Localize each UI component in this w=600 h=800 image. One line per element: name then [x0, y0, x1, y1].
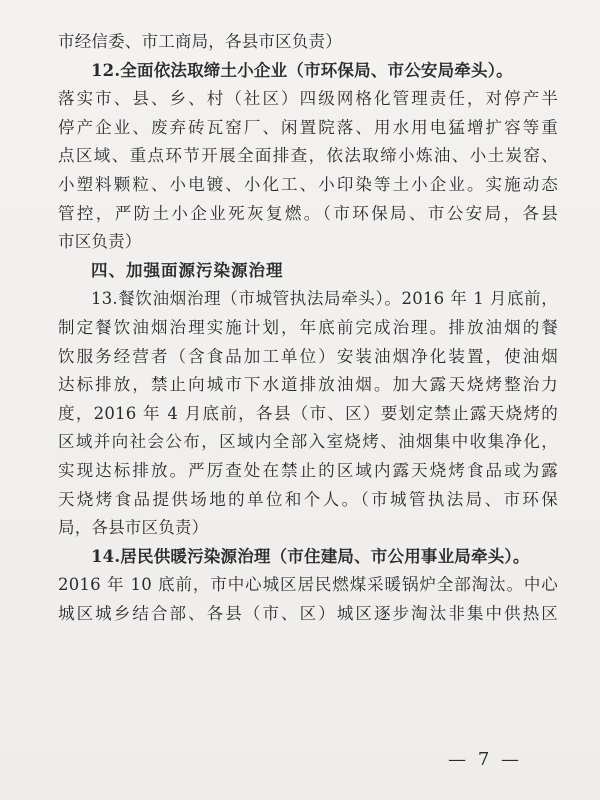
text-line: 城区城乡结合部、各县（市、区）城区逐步淘汰非集中供热区: [58, 603, 558, 623]
text-line: 饮服务经营者（含食品加工单位）安装油烟净化装置，使油烟: [58, 346, 558, 366]
text-line: 实现达标排放。严厉查处在禁止的区域内露天烧烤食品或为露: [58, 460, 558, 480]
text-line: 管控，严防土小企业死灰复燃。（市环保局、市公安局，各县: [58, 203, 558, 223]
text-line: 度，2016 年 4 月底前，各县（市、区）要划定禁止露天烧烤的: [58, 403, 558, 423]
document-body: [58, 28, 558, 628]
text-line: 市区负责）: [58, 232, 142, 252]
text-line: 市经信委、市工商局，各县市区负责）: [58, 32, 342, 51]
item-14-heading: 14.居民供暖污染源治理（市住建局、市公用事业局牵头）。: [91, 546, 530, 566]
text-line: 点区域、重点环节开展全面排查，依法取缔小炼油、小土炭窑、: [58, 146, 558, 166]
text-line: 小塑料颗粒、小电镀、小化工、小印染等土小企业。实施动态: [58, 174, 558, 194]
text-line: 天烧烤食品提供场地的单位和个人。（市城管执法局、市环保: [58, 489, 558, 509]
section-four-heading: 四、加强面源污染源治理: [91, 260, 284, 280]
item-12-heading: 12.全面依法取缔土小企业（市环保局、市公安局牵头）。: [91, 60, 513, 80]
page-number: — 7 —: [448, 749, 522, 770]
item-13-heading: 13.餐饮油烟治理（市城管执法局牵头）。2016 年 1 月底前，: [91, 289, 558, 309]
text-line: 停产企业、废弃砖瓦窑厂、闲置院落、用水用电猛增扩容等重: [58, 117, 558, 137]
text-line: 达标排放，禁止向城市下水道排放油烟。加大露天烧烤整治力: [58, 375, 558, 395]
text-line: 制定餐饮油烟治理实施计划，年底前完成治理。排放油烟的餐: [58, 317, 558, 337]
text-line: 2016 年 10 底前，市中心城区居民燃煤采暖锅炉全部淘汰。中心: [58, 575, 558, 595]
text-line: 落实市、县、乡、村（社区）四级网格化管理责任，对停产半: [58, 89, 558, 109]
text-line: 局，各县市区负责）: [58, 518, 209, 538]
text-line: 区域并向社会公布，区域内全部入室烧烤、油烟集中收集净化，: [58, 432, 558, 452]
